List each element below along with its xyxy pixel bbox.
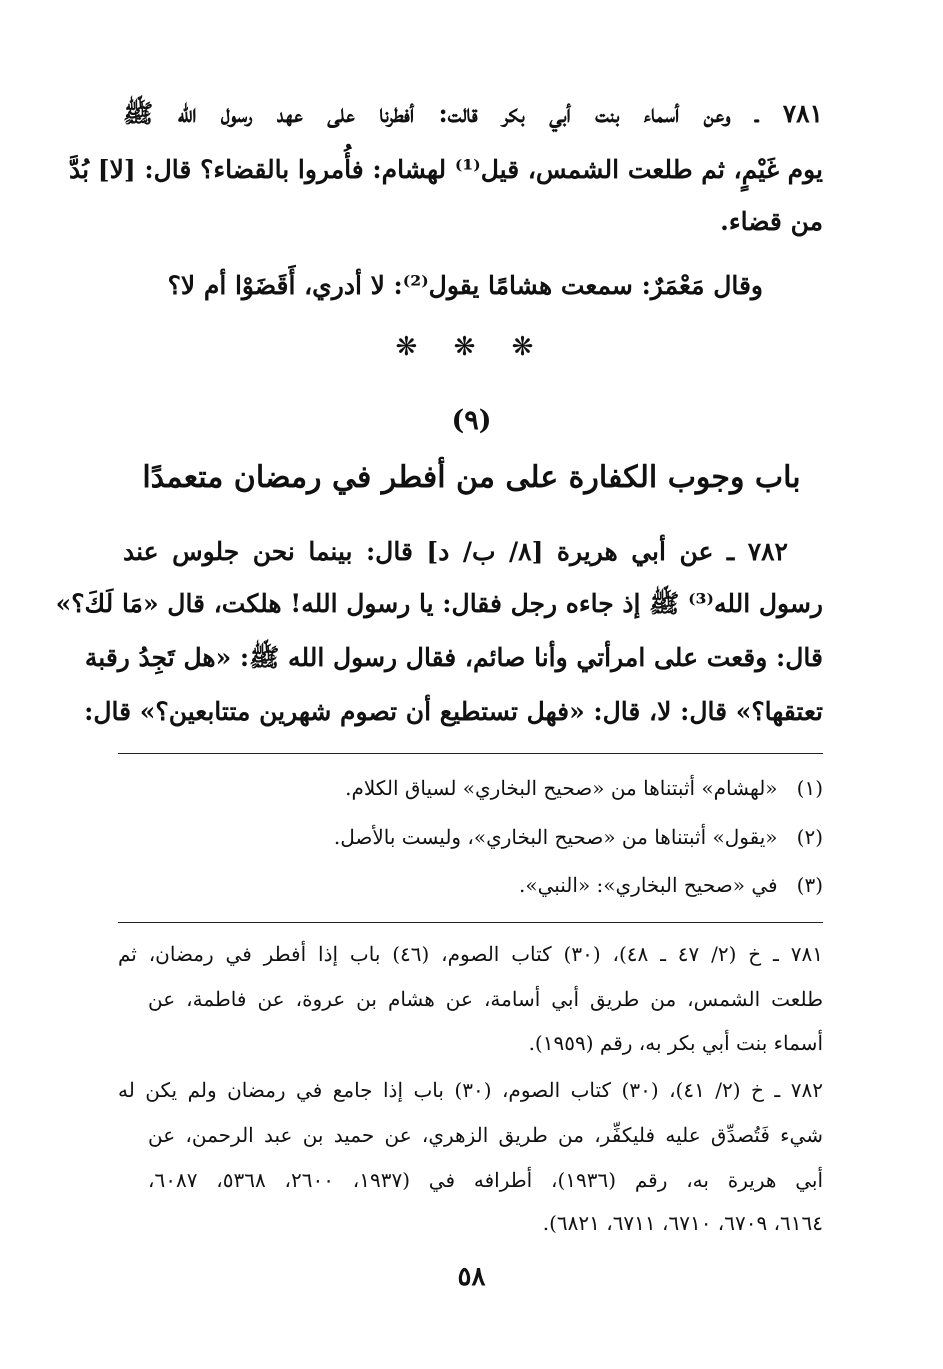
footnote-2 [123, 822, 823, 852]
footnote-divider [118, 753, 823, 754]
source-782-line-3: أبي هريرة به، رقم (١٩٣٦)، أطرافه في (١٩٣٧، ٢٦٠٠، ٥٣٦٨، ٦٠٨٧، [148, 1168, 824, 1192]
source-781-line-3: أسماء بنت أبي بكر به، رقم (١٩٥٩). [528, 1031, 823, 1055]
hadith-781-line-1: ٧٨١ ـ وعن أسماء بنت أبي بكر قالت: أفطرنا على عهد رسول الله ﷺ [123, 99, 823, 128]
source-781-line-2: طلعت الشمس، من طريق أبي أسامة، عن هشام بن عروة، عن فاطمة، عن [148, 987, 823, 1011]
footnote-2-text: «يقول» أثبتناها من «صحيح البخاري»، وليست بالأصل. [333, 825, 778, 849]
footnote-1-text: «لهشام» أثبتناها من «صحيح البخاري» لسياق الكلام. [345, 776, 778, 800]
hadith-782-line-3: قال: وقعت على امرأتي وأنا صائم، فقال رسول الله ﷺ: «هل تَجِدُ رقبة [84, 643, 823, 672]
source-781-line-1: ٧٨١ ـ خ (٢/ ٤٧ ـ ٤٨)، (٣٠) كتاب الصوم، (٤٦) باب إذا أفطر في رمضان، ثم [118, 942, 823, 966]
page-number: ٥٨ [457, 1262, 486, 1292]
hadith-781-line-3: من قضاء. [720, 207, 823, 236]
source-782-line-4: ٦١٦٤، ٦٧٠٩، ٦٧١٠، ٦٧١١، ٦٨٢١). [542, 1211, 823, 1235]
sources-divider [118, 922, 823, 923]
chapter-title: باب وجوب الكفارة على من أفطر في رمضان متعمدًا [142, 460, 801, 495]
section-separator: ❋ ❋ ❋ [395, 332, 548, 362]
footnote-3-number: (٣) [796, 873, 823, 897]
chapter-number: (٩) [451, 405, 492, 436]
source-782-line-1: ٧٨٢ ـ خ (٢/ ٤١)، (٣٠) كتاب الصوم، (٣٠) باب إذا جامع في رمضان ولم يكن له [118, 1078, 823, 1102]
hadith-781-line-2: يوم غَيْمٍ، ثم طلعت الشمس، قيل⁽¹⁾ لهشام: فأُمروا بالقضاء؟ قال: [لا] بُدَّ [69, 155, 823, 184]
footnote-1-number: (١) [796, 776, 823, 800]
hadith-782-line-2: رسول الله⁽³⁾ ﷺ إذ جاءه رجل فقال: يا رسول الله! هلكت، قال «مَا لَكَ؟» [55, 589, 823, 618]
footnote-2-number: (٢) [796, 825, 823, 849]
hadith-782-line-1: ٧٨٢ ـ عن أبي هريرة [٨/ ب/ د] قال: بينما نحن جلوس عند [123, 537, 788, 566]
source-782-line-2: شيء فَتُصدِّق عليه فليكفِّر، من طريق الزهري، عن حميد بن عبد الرحمن، عن [148, 1123, 823, 1147]
footnote-3-text: في «صحيح البخاري»: «النبي». [518, 873, 778, 897]
mamar-narration: وقال مَعْمَرٌ: سمعت هشامًا يقول⁽²⁾: لا أدري، أَقَضَوْا أم لا؟ [167, 271, 763, 300]
hadith-782-line-4: تعتقها؟» قال: لا، قال: «فهل تستطيع أن تصوم شهرين متتابعين؟» قال: [84, 697, 823, 726]
footnote-1 [123, 773, 823, 803]
footnote-3 [123, 870, 823, 900]
